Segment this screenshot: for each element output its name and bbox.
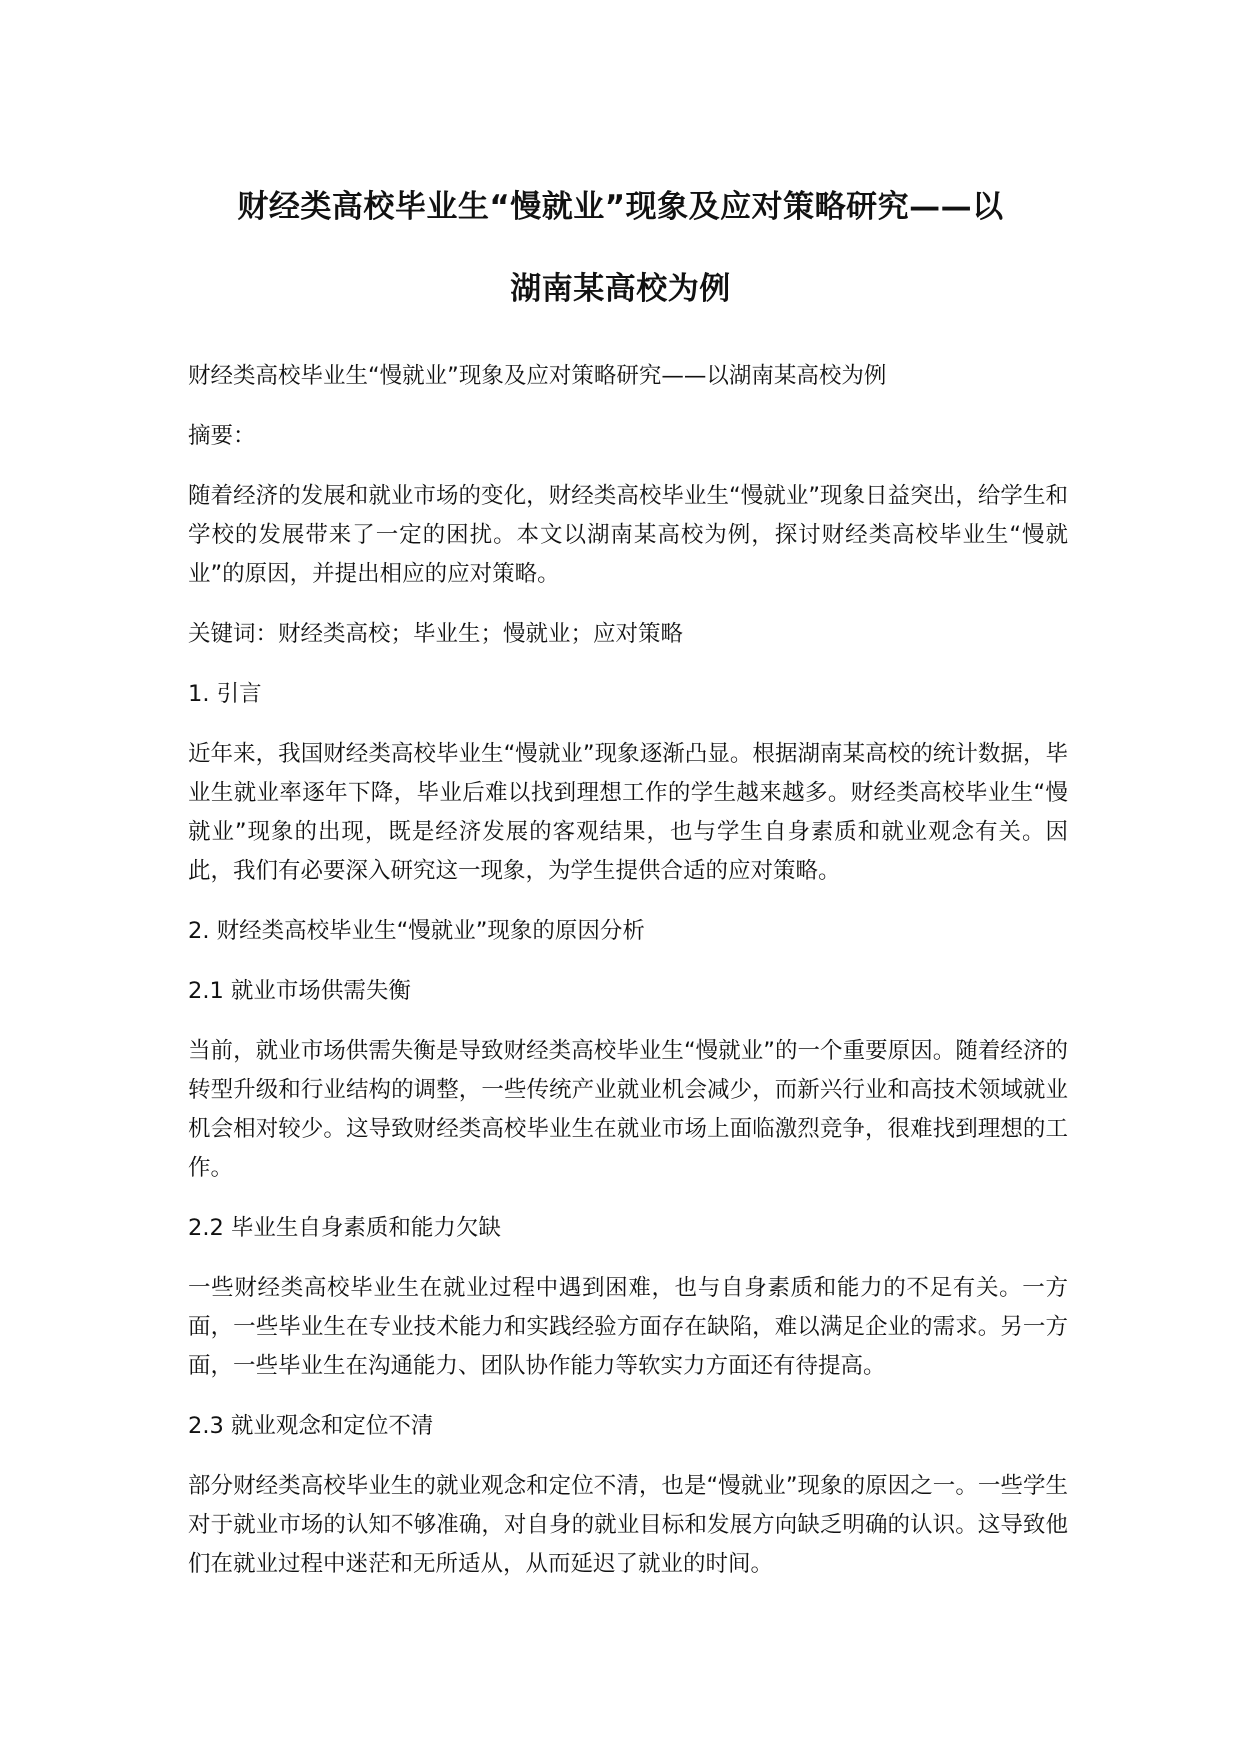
section-2-1-heading: 2.1 就业市场供需失衡 [188, 978, 411, 1004]
section-2-3-text: 部分财经类高校毕业生的就业观念和定位不清，也是“慢就业”现象的原因之一。一些学生对于就业市场的认知不够准确，对自身的就业目标和发展方向缺乏明确的认识。这导致他们在就业过程中迷茫和无所适从，从而延迟了就业的时间。 [188, 1473, 1068, 1577]
section-1-text: 近年来，我国财经类高校毕业生“慢就业”现象逐渐凸显。根据湖南某高校的统计数据，毕业生就业率逐年下降，毕业后难以找到理想工作的学生越来越多。财经类高校毕业生“慢就业”现象的出现，既是经济发展的客观结果，也与学生自身素质和就业观念有关。因此，我们有必要深入研究这一现象，为学生提供合适的应对策略。 [188, 741, 1068, 884]
section-2-heading: 2. 财经类高校毕业生“慢就业”现象的原因分析 [188, 918, 645, 944]
abstract-text: 随着经济的发展和就业市场的变化，财经类高校毕业生“慢就业”现象日益突出，给学生和学校的发展带来了一定的困扰。本文以湖南某高校为例，探讨财经类高校毕业生“慢就业”的原因，并提出相应的应对策略。 [188, 483, 1068, 587]
document-body [188, 357, 1068, 1605]
abstract-heading: 摘要： [188, 423, 256, 449]
keywords: 关键词：财经类高校；毕业生；慢就业；应对策略 [188, 621, 684, 647]
section-2-2-heading: 2.2 毕业生自身素质和能力欠缺 [188, 1215, 501, 1241]
section-2-1-text: 当前，就业市场供需失衡是导致财经类高校毕业生“慢就业”的一个重要原因。随着经济的转型升级和行业结构的调整，一些传统产业就业机会减少，而新兴行业和高技术领域就业机会相对较少。这导致财经类高校毕业生在就业市场上面临激烈竞争，很难找到理想的工作。 [188, 1038, 1068, 1181]
subtitle: 财经类高校毕业生“慢就业”现象及应对策略研究——以湖南某高校为例 [188, 363, 887, 389]
title-line-1: 财经类高校毕业生“慢就业”现象及应对策略研究——以 [237, 189, 1004, 225]
section-2-3-heading: 2.3 就业观念和定位不清 [188, 1413, 434, 1439]
document-title [150, 166, 1091, 330]
section-1-heading: 1. 引言 [188, 681, 262, 707]
title-line-2: 湖南某高校为例 [510, 271, 731, 307]
section-2-2-text: 一些财经类高校毕业生在就业过程中遇到困难，也与自身素质和能力的不足有关。一方面，一些毕业生在专业技术能力和实践经验方面存在缺陷，难以满足企业的需求。另一方面，一些毕业生在沟通能力、团队协作能力等软实力方面还有待提高。 [188, 1275, 1068, 1379]
